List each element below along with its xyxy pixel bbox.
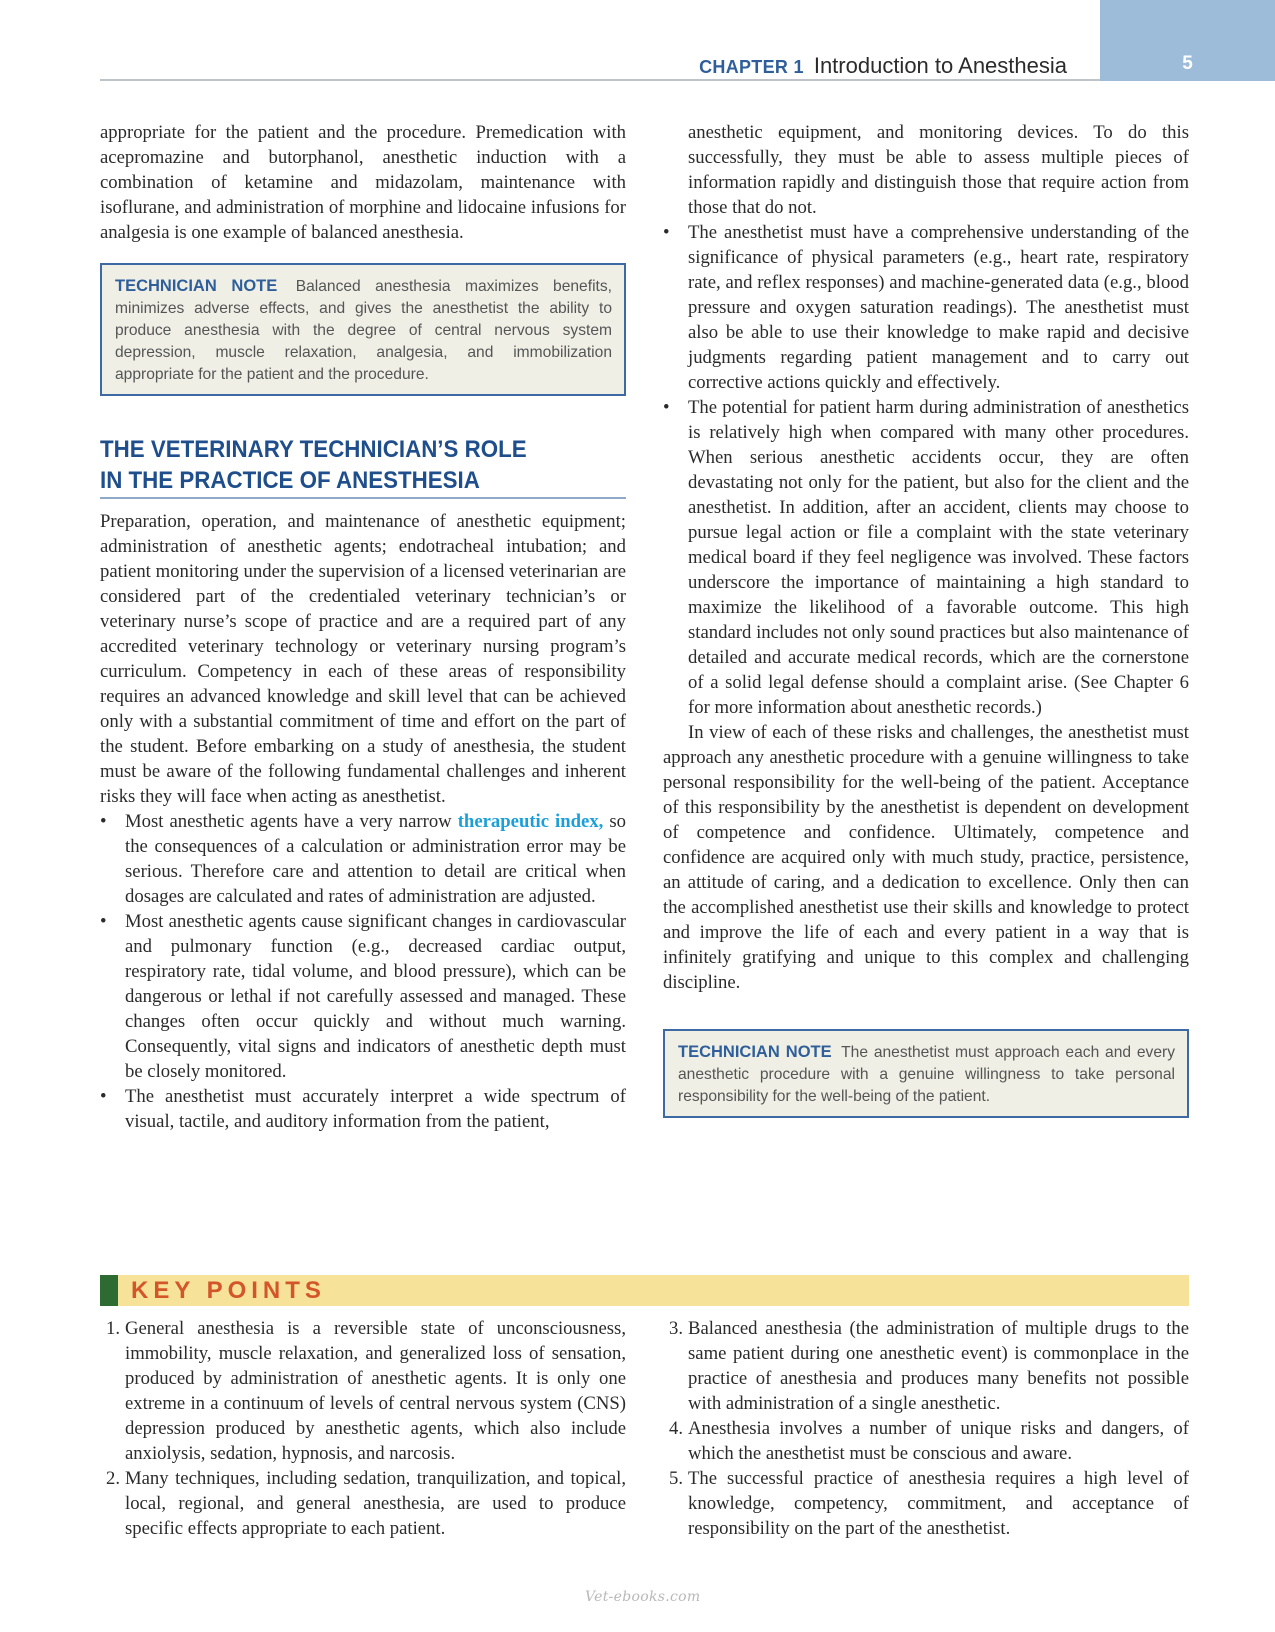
list-item	[100, 809, 626, 909]
key-points-list	[100, 1316, 626, 1541]
list-item	[100, 909, 626, 1084]
bullet-text: Most anesthetic agents have a very narrow	[125, 811, 458, 832]
technician-note-box	[100, 263, 626, 396]
chapter-label: CHAPTER 1	[699, 57, 804, 77]
bullet-continuation: anesthetic equipment, and monitoring devices. To do this successfully, they must be able to assess multiple pieces of information rapidly and distinguish those that require action from those that do not.	[688, 122, 1189, 218]
challenges-list	[100, 809, 626, 1134]
key-points-title: KEY POINTS	[131, 1277, 326, 1304]
key-point-item	[663, 1466, 1189, 1541]
technician-note-label: TECHNICIAN NOTE	[115, 277, 278, 295]
bullet-marker: •	[100, 811, 107, 832]
chapter-title: Introduction to Anesthesia	[813, 53, 1067, 78]
list-item	[100, 1084, 626, 1134]
list-item	[663, 220, 1189, 395]
section-heading	[100, 434, 589, 496]
left-column	[100, 120, 626, 1134]
watermark-logo: Vet-ebooks.com	[585, 1589, 701, 1605]
technician-note-label: TECHNICIAN NOTE	[678, 1043, 832, 1061]
bullet-marker: •	[100, 1086, 107, 1107]
key-point-text: General anesthesia is a reversible state of unconsciousness, immobility, muscle relaxation, and generalized loss of sensation, produced by administration of anesthetic agents. It is only one extreme in a continuum of levels of central nervous system (CNS) depression produced by anesthetic agents, which also include anxiolysis, sedation, hypnosis, and narcosis.	[125, 1318, 626, 1464]
list-item	[663, 395, 1189, 720]
page-number-tab	[1100, 0, 1275, 81]
running-head	[699, 53, 1067, 79]
key-point-item	[663, 1416, 1189, 1466]
bullet-marker: •	[663, 222, 670, 243]
key-point-item	[663, 1316, 1189, 1416]
key-point-item	[100, 1466, 626, 1541]
bullet-marker: •	[663, 397, 670, 418]
key-point-text: The successful practice of anesthesia requires a high level of knowledge, competency, commitment, and acceptance of responsibility on the part of the anesthetist.	[688, 1468, 1189, 1539]
bullet-text: The potential for patient harm during administration of anesthetics is relatively high when compared with many other procedures. When serious anesthetic accidents occur, they are often devastating not only for the patient, but also for the client and the anesthetist. In addition, after an accident, clients may choose to pursue legal action or file a complaint with the state veterinary medical board if they feel negligence was involved. These factors underscore the importance of maintaining a high standard to maximize the likelihood of a favorable outcome. This high standard includes not only sound practices but also maintenance of detailed and accurate medical records, which are the cornerstone of a solid legal defense should a complaint arise. (See Chapter 6 for more information about anesthetic records.)	[688, 397, 1189, 718]
technician-note-box	[663, 1029, 1189, 1118]
key-points-right	[663, 1316, 1189, 1541]
challenges-list-continued	[663, 220, 1189, 720]
section-heading-line-2: IN THE PRACTICE OF ANESTHESIA	[100, 467, 480, 494]
bullet-text: The anesthetist must have a comprehensive understanding of the significance of physical parameters (e.g., heart rate, respiratory rate, and reflex responses) and machine-generated data (e.g., blood pressure and oxygen saturation readings). The anesthetist must also be able to use their knowledge to make rapid and decisive judgments regarding patient management and to carry out corrective actions quickly and effectively.	[688, 222, 1189, 393]
key-points-accent	[100, 1275, 118, 1306]
key-points-list	[663, 1316, 1189, 1541]
key-point-number: 3.	[668, 1318, 683, 1339]
glossary-term-link[interactable]: therapeutic index,	[457, 811, 604, 832]
technician-note-text: The anesthetist must approach each and every anesthetic procedure with a genuine willingness to take personal responsibility for the well-being of the patient.	[678, 1044, 1175, 1105]
role-paragraph: Preparation, operation, and maintenance of anesthetic equipment; administration of anesthetic agents; endotracheal intubation; and patient monitoring under the supervision of a licensed veterinarian are considered part of the credentialed veterinary technician’s or veterinary nurse’s scope of practice and are a required part of any accredited veterinary technology or veterinary nursing program’s curriculum. Competency in each of these areas of responsibility requires an advanced knowledge and skill level that can be achieved only with a substantial commitment of time and effort on the part of the student. Before embarking on a study of anesthesia, the student must be aware of the following fundamental challenges and inherent risks they will face when acting as anesthetist.	[100, 511, 626, 807]
key-point-number: 2.	[105, 1468, 120, 1489]
key-point-item	[100, 1316, 626, 1466]
key-point-number: 1.	[105, 1318, 120, 1339]
key-point-number: 5.	[668, 1468, 683, 1489]
bullet-text: The anesthetist must accurately interpret a wide spectrum of visual, tactile, and auditory information from the patient,	[125, 1086, 626, 1132]
section-heading-rule	[100, 497, 626, 499]
bullet-marker: •	[100, 911, 107, 932]
key-point-text: Anesthesia involves a number of unique risks and dangers, of which the anesthetist must be conscious and aware.	[688, 1418, 1189, 1464]
page-number: 5	[1182, 53, 1193, 74]
closing-paragraph: In view of each of these risks and challenges, the anesthetist must approach any anesthetic procedure with a genuine willingness to take personal responsibility for the well-being of the patient. Acceptance of this responsibility by the anesthetist is dependent on development of competence and confidence. Ultimately, competence and confidence are acquired only with much study, practice, persistence, an attitude of caring, and a dedication to excellence. Only then can the accomplished anesthetist use their skills and knowledge to protect and improve the life of each and every patient in a way that is infinitely gratifying and unique to this complex and challenging discipline.	[663, 722, 1189, 993]
bullet-text: so the consequences of a calculation or administration error may be serious. Therefore care and attention to detail are critical when dosages are calculated and rates of administration are adjusted.	[125, 811, 626, 907]
key-points-left	[100, 1316, 626, 1541]
intro-paragraph: appropriate for the patient and the procedure. Premedication with acepromazine and butorphanol, anesthetic induction with a combination of ketamine and midazolam, maintenance with isoflurane, and administration of morphine and lidocaine infusions for analgesia is one example of balanced anesthesia.	[100, 122, 626, 243]
key-point-text: Many techniques, including sedation, tranquilization, and topical, local, regional, and general anesthesia, are used to produce specific effects appropriate to each patient.	[125, 1468, 626, 1539]
header-rule	[100, 79, 1100, 81]
key-point-text: Balanced anesthesia (the administration of multiple drugs to the same patient during one anesthetic event) is commonplace in the practice of anesthesia and produces many benefits not possible with administration of a single anesthetic.	[688, 1318, 1189, 1414]
section-heading-line-1: THE VETERINARY TECHNICIAN’S ROLE	[100, 436, 527, 463]
bullet-text: Most anesthetic agents cause significant changes in cardiovascular and pulmonary function (e.g., decreased cardiac output, respiratory rate, tidal volume, and blood pressure), which can be dangerous or lethal if not carefully assessed and managed. These changes often occur quickly and without much warning. Consequently, vital signs and indicators of anesthetic depth must be closely monitored.	[125, 911, 626, 1082]
right-column	[663, 120, 1189, 1118]
key-point-number: 4.	[668, 1418, 683, 1439]
technician-note-text: Balanced anesthesia maximizes benefits, minimizes adverse effects, and gives the anesthetist the ability to produce anesthesia with the degree of central nervous system depression, muscle relaxation, analgesia, and immobilization appropriate for the patient and the procedure.	[115, 278, 612, 383]
key-points-header	[100, 1275, 1189, 1306]
